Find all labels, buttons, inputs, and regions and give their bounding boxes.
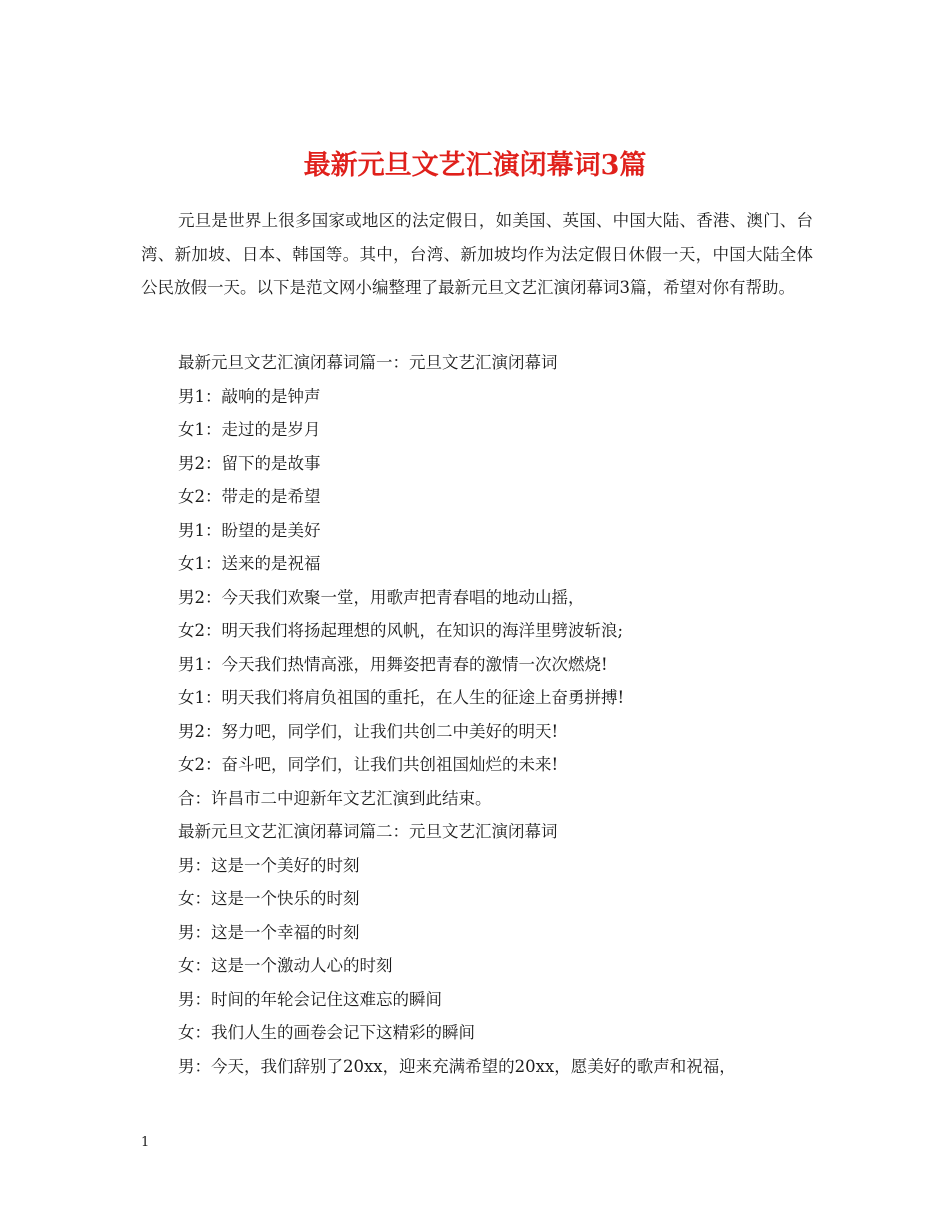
section-heading: 最新元旦文艺汇演闭幕词篇二：元旦文艺汇演闭幕词	[178, 822, 558, 841]
script-line: 女：这是一个快乐的时刻	[178, 889, 360, 908]
script-line: 男1：盼望的是美好	[178, 520, 321, 540]
script-line: 男：时间的年轮会记住这难忘的瞬间	[178, 989, 442, 1009]
document-title: 最新元旦文艺汇演闭幕词3篇	[303, 150, 647, 182]
script-line: 女1：明天我们将肩负祖国的重托，在人生的征途上奋勇拼搏!	[178, 688, 625, 707]
script-line: 女1：走过的是岁月	[178, 420, 321, 439]
script-line: 女：这是一个激动人心的时刻	[178, 956, 393, 975]
page-number: 1	[141, 1135, 150, 1150]
intro-paragraph: 元旦是世界上很多国家或地区的法定假日，如美国、英国、中国大陆、香港、澳门、台湾、新加坡、日本、韩国等。其中，台湾、新加坡均作为法定假日休假一天，中国大陆全体公民放假一天。以下是范文网小编整理了最新元旦文艺汇演闭幕词3篇，希望对你有帮助。	[141, 211, 813, 297]
script-line: 合：许昌市二中迎新年文艺汇演到此结束。	[178, 788, 492, 808]
script-line: 女：我们人生的画卷会记下这精彩的瞬间	[178, 1023, 475, 1042]
script-lines	[178, 346, 818, 1083]
script-line: 男2：留下的是故事	[178, 453, 321, 473]
script-line: 女2：明天我们将扬起理想的风帆，在知识的海洋里劈波斩浪;	[178, 621, 624, 640]
script-line: 男：今天，我们辞别了20xx，迎来充满希望的20xx，愿美好的歌声和祝福，	[178, 1056, 736, 1076]
script-line: 女2：奋斗吧，同学们，让我们共创祖国灿烂的未来!	[178, 755, 559, 774]
script-line: 男2：努力吧，同学们，让我们共创二中美好的明天!	[178, 721, 559, 741]
script-line: 女1：送来的是祝福	[178, 554, 321, 573]
script-line: 男：这是一个美好的时刻	[178, 855, 360, 875]
section-heading: 最新元旦文艺汇演闭幕词篇一：元旦文艺汇演闭幕词	[178, 353, 558, 372]
script-line: 男2：今天我们欢聚一堂，用歌声把青春唱的地动山摇，	[178, 587, 585, 607]
script-line: 男1：今天我们热情高涨，用舞姿把青春的激情一次次燃烧!	[178, 654, 608, 674]
script-line: 男1：敲响的是钟声	[178, 386, 321, 406]
script-line: 女2：带走的是希望	[178, 487, 321, 506]
script-line: 男：这是一个幸福的时刻	[178, 922, 360, 942]
